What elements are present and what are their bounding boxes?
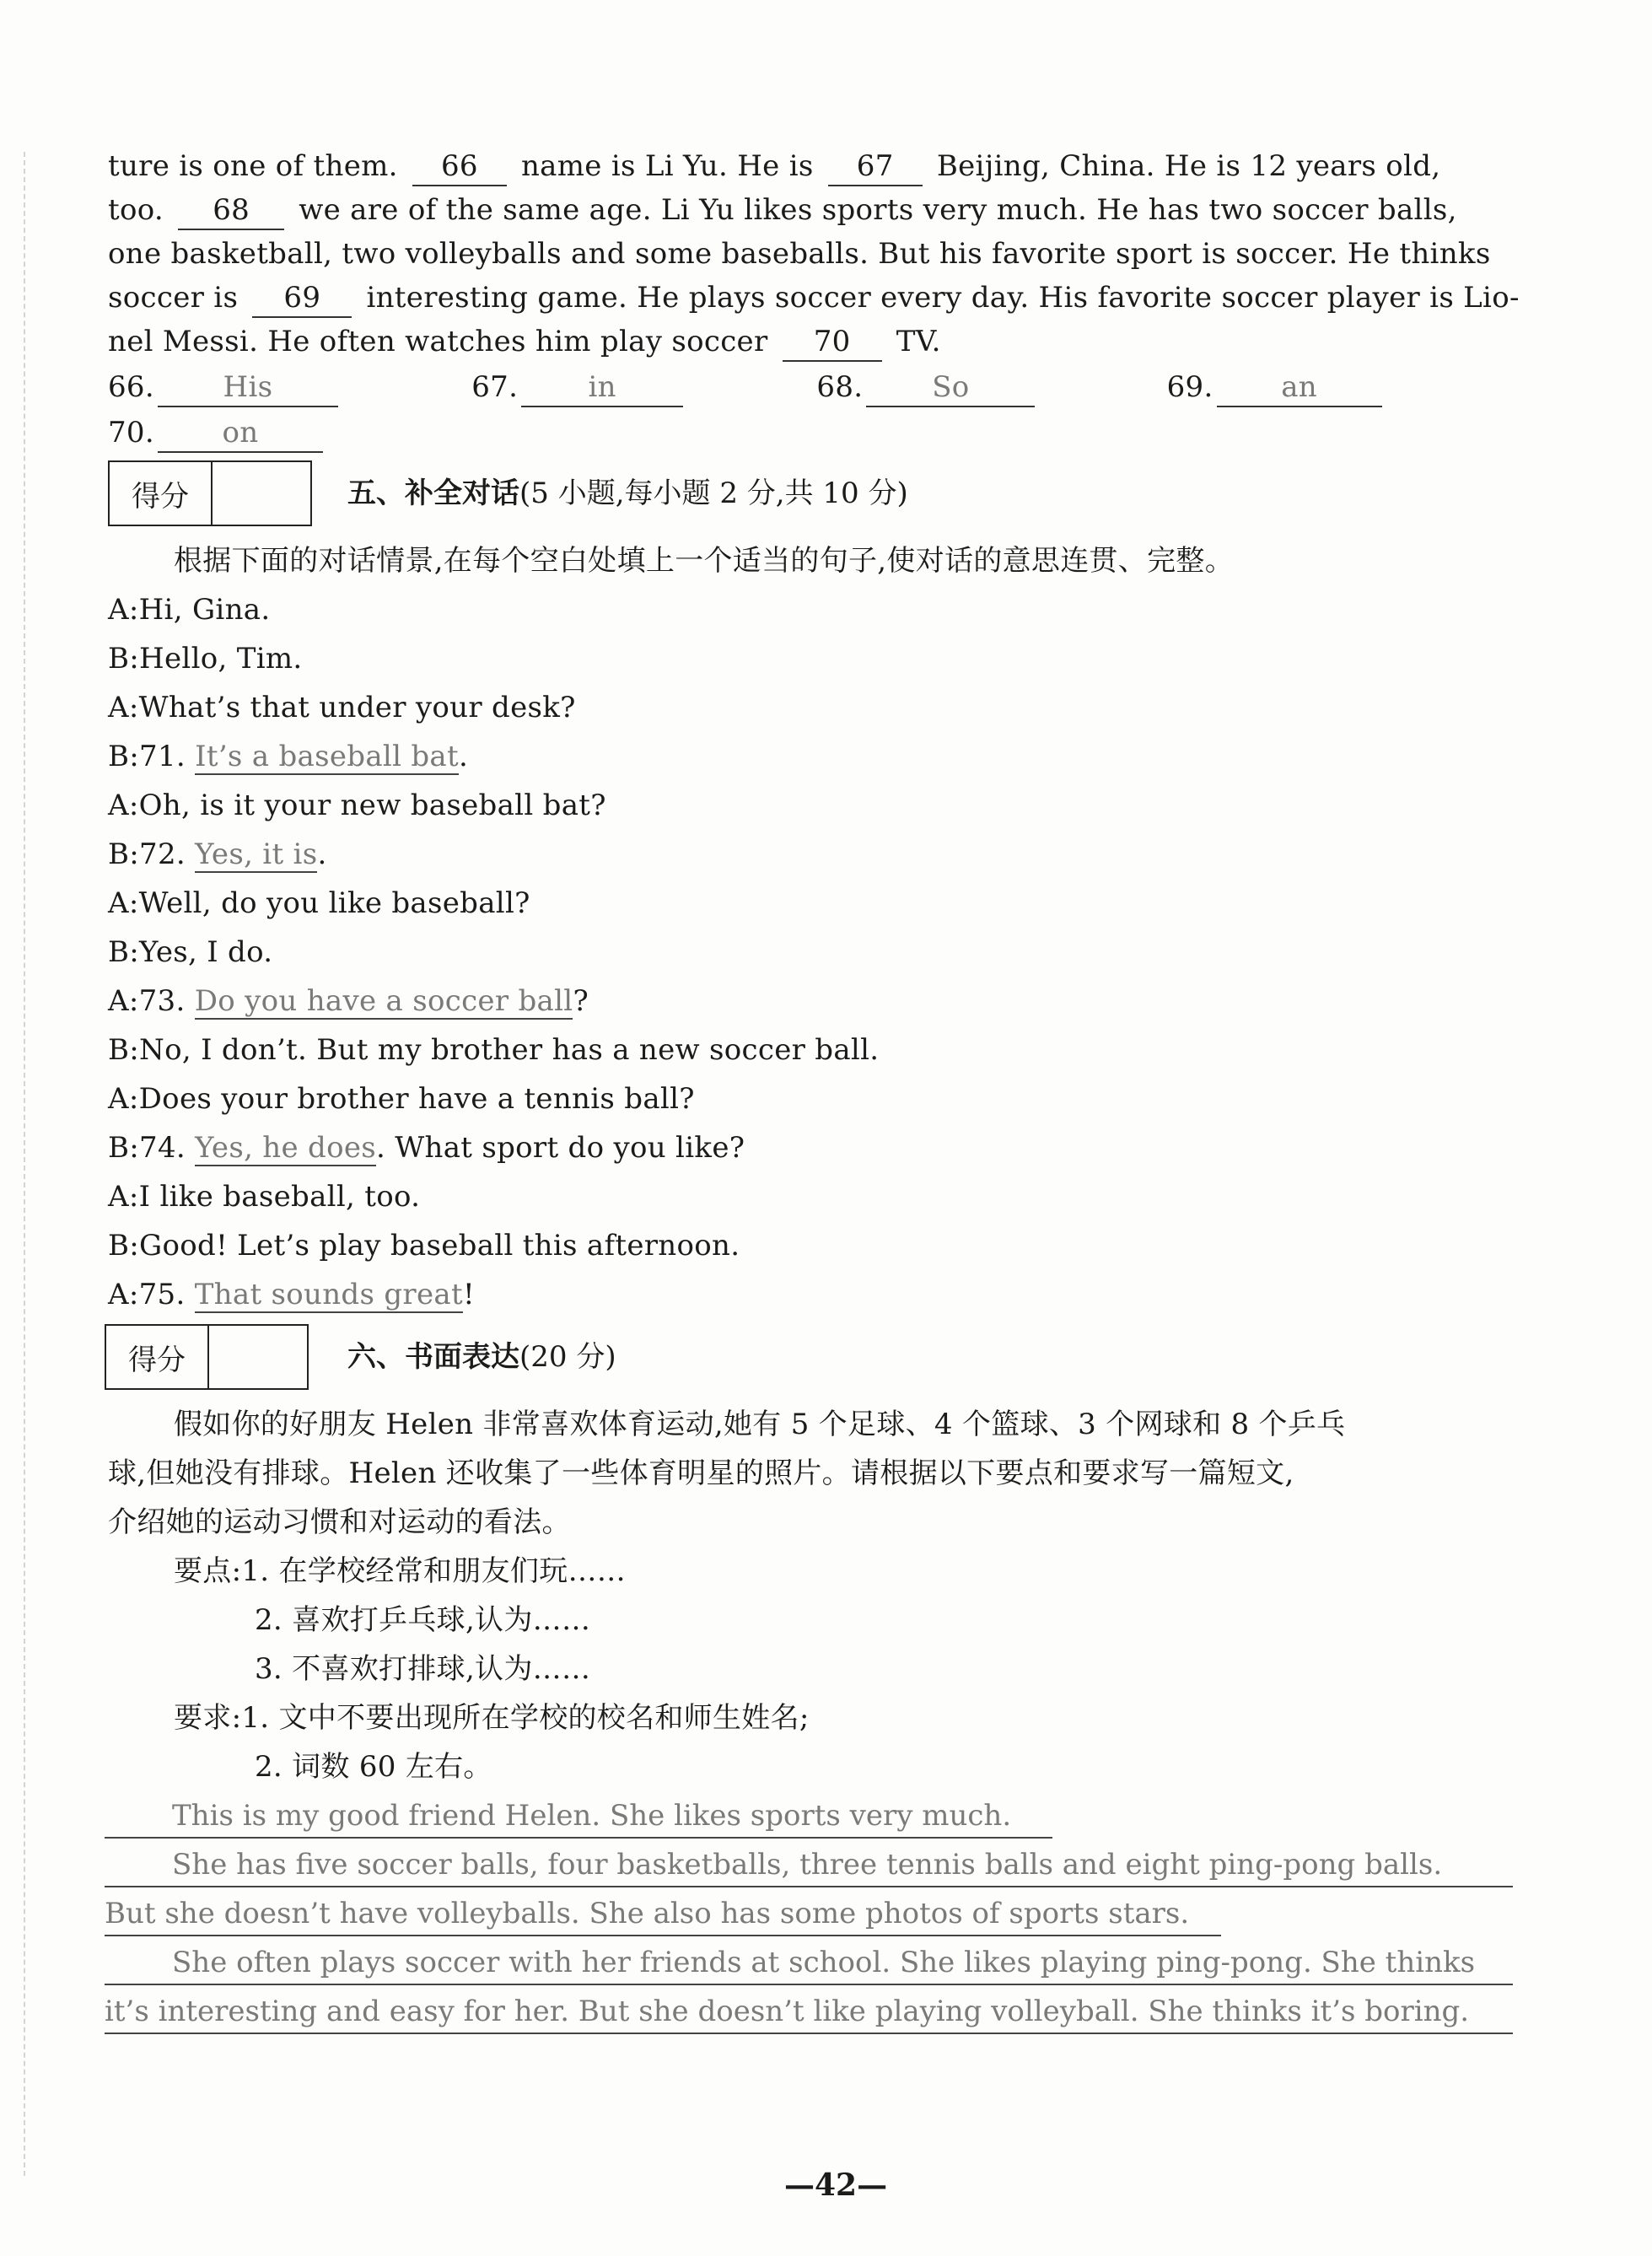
dialog-line: A:Well, do you like baseball? (108, 886, 530, 920)
dialog-line-74: B:74. Yes, he does. What sport do you like? (108, 1131, 745, 1165)
dialog-line: B:Hello, Tim. (108, 642, 303, 676)
requirement-1: 要求:1. 文中不要出现所在学校的校名和师生姓名; (174, 1701, 810, 1735)
answer-69: an (1217, 369, 1382, 407)
section-5-title: 五、补全对话(5 小题,每小题 2 分,共 10 分) (347, 477, 908, 510)
score-label: 得分 (110, 462, 213, 525)
dialog-line: A:I like baseball, too. (108, 1180, 421, 1214)
answer-74: Yes, he does (195, 1131, 377, 1165)
dialog-line: A:What’s that under your desk? (108, 691, 576, 724)
key-points-3: 3. 不喜欢打排球,认为…… (255, 1652, 591, 1686)
dialog-line: A:Oh, is it your new baseball bat? (108, 789, 606, 822)
essay-line-5: it’s interesting and easy for her. But she doesn’t like playing volleyball. She thinks it’s boring. (105, 1990, 1513, 2034)
passage-line-5: nel Messi. He often watches him play soccer 70 TV. (108, 320, 941, 363)
dialog-line: A:Hi, Gina. (108, 593, 271, 627)
answer-66: His (158, 369, 338, 407)
writing-prompt-line: 球,但她没有排球。Helen 还收集了一些体育明星的照片。请根据以下要点和要求写一篇短文, (108, 1456, 1294, 1490)
page-number: —42— (784, 2167, 888, 2203)
passage-line-1: ture is one of them. 66 name is Li Yu. He is 67 Beijing, China. He is 12 years old, (108, 145, 1440, 187)
answer-75: That sounds great (194, 1278, 463, 1311)
cloze-answers-row-2: 70. on (108, 412, 328, 454)
dialog-line-75: A:75. That sounds great! (108, 1278, 475, 1311)
passage-line-3: one basketball, two volleyballs and some baseballs. But his favorite sport is soccer. He thinks (108, 237, 1491, 271)
key-points-1: 要点:1. 在学校经常和朋友们玩…… (174, 1554, 627, 1588)
blank-69: 69 (252, 279, 352, 318)
requirement-2: 2. 词数 60 左右。 (255, 1750, 492, 1784)
answer-68: So (866, 369, 1035, 407)
score-value-field (213, 462, 310, 525)
dialog-line: B:Good! Let’s play baseball this afternoon. (108, 1229, 740, 1263)
answer-71: It’s a baseball bat (195, 740, 459, 773)
passage-line-2: too. 68 we are of the same age. Li Yu likes sports very much. He has two soccer balls, (108, 189, 1457, 231)
section-6-title: 六、书面表达(20 分) (347, 1340, 616, 1374)
dialog-line: B:No, I don’t. But my brother has a new soccer ball. (108, 1033, 880, 1067)
dialog-line-73: A:73. Do you have a soccer ball? (108, 984, 589, 1018)
writing-prompt-line: 介绍她的运动习惯和对运动的看法。 (108, 1505, 571, 1539)
dialog-line-71: B:71. It’s a baseball bat. (108, 740, 469, 773)
cloze-answers-row: 66. His 67. in 68. So 69. an (108, 366, 1387, 408)
essay-line-1: This is my good friend Helen. She likes sports very much. (105, 1795, 1052, 1839)
passage-line-4: soccer is 69 interesting game. He plays soccer every day. His favorite soccer player is Lio- (108, 277, 1520, 319)
dialog-line: A:Does your brother have a tennis ball? (108, 1082, 695, 1116)
section-5-instruction: 根据下面的对话情景,在每个空白处填上一个适当的句子,使对话的意思连贯、完整。 (174, 544, 1235, 578)
answer-70: on (158, 414, 323, 453)
key-points-2: 2. 喜欢打乒乓球,认为…… (255, 1603, 591, 1637)
dialog-line-72: B:72. Yes, it is. (108, 837, 327, 871)
score-value-field (209, 1326, 307, 1388)
binding-margin-line (24, 152, 25, 2176)
answer-73: Do you have a soccer ball (194, 984, 573, 1018)
essay-line-2: She has five soccer balls, four basketballs, three tennis balls and eight ping-pong balls. (105, 1844, 1513, 1887)
essay-line-4: She often plays soccer with her friends at school. She likes playing ping-pong. She thinks (105, 1941, 1513, 1985)
blank-67: 67 (828, 148, 923, 186)
dialog-line: B:Yes, I do. (108, 935, 273, 969)
answer-67: in (521, 369, 683, 407)
blank-68: 68 (178, 191, 284, 230)
blank-70: 70 (783, 323, 882, 362)
blank-66: 66 (412, 148, 507, 186)
answer-72: Yes, it is (195, 837, 318, 871)
score-box-section-5 (108, 460, 312, 526)
score-label: 得分 (106, 1326, 209, 1388)
writing-prompt-line: 假如你的好朋友 Helen 非常喜欢体育运动,她有 5 个足球、4 个篮球、3 个网球和 8 个乒乓 (174, 1408, 1346, 1441)
essay-line-3: But she doesn’t have volleyballs. She also has some photos of sports stars. (105, 1893, 1221, 1936)
score-box-section-6 (105, 1324, 309, 1390)
